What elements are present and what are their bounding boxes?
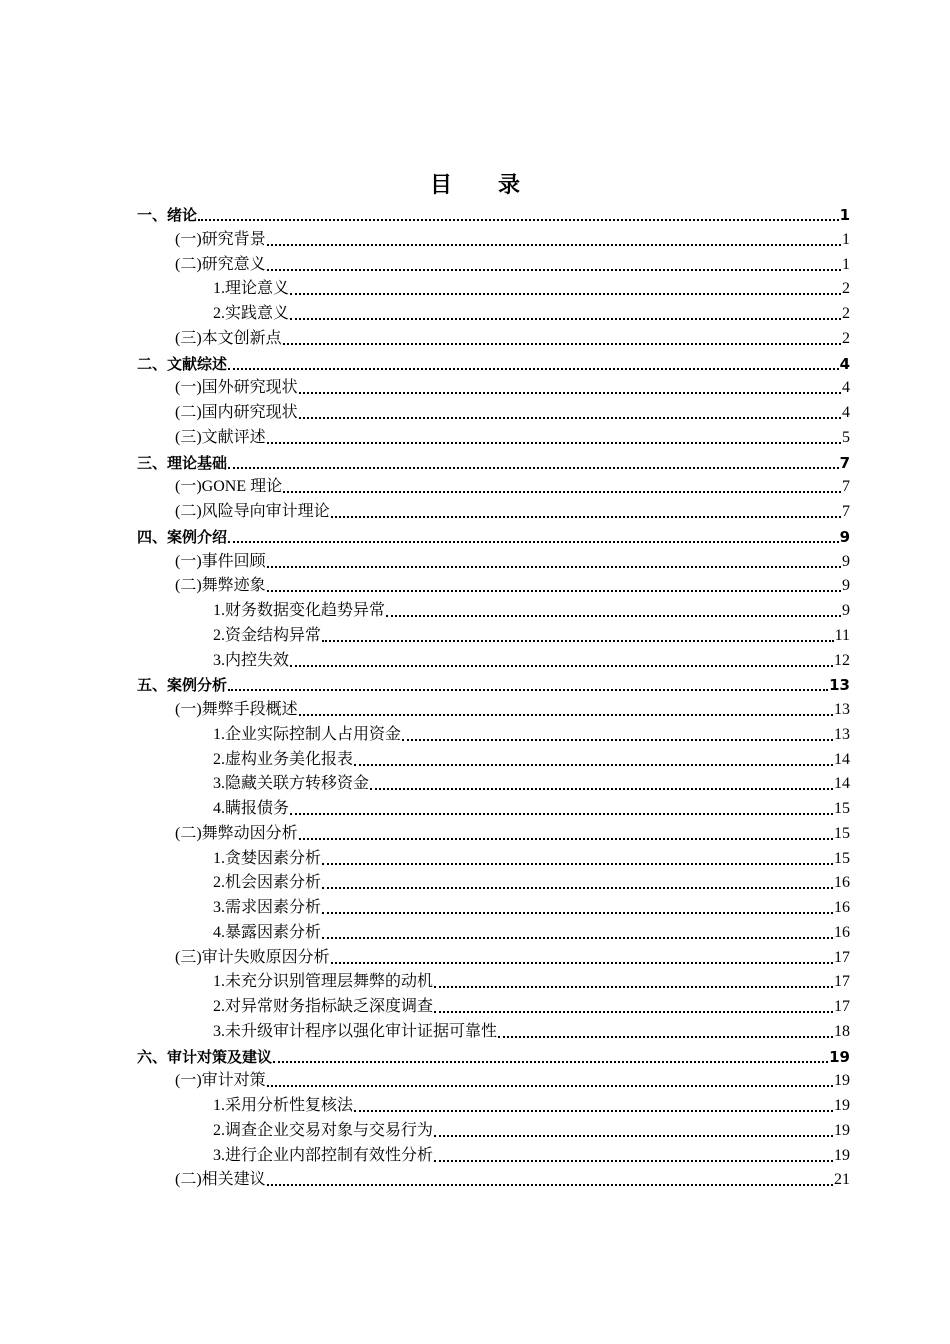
toc-entry-page-number: 12 (834, 651, 850, 669)
toc-entry[interactable] (213, 300, 850, 324)
toc-entry-label: 2.机会因素分析 (213, 874, 322, 892)
toc-entry[interactable] (175, 498, 850, 522)
toc-entry-page-number: 14 (834, 775, 850, 793)
toc-entry-label: (三)审计失败原因分析 (175, 948, 330, 966)
toc-entry-page-number: 15 (834, 849, 850, 867)
toc-entry-page-number: 9 (842, 602, 850, 619)
dot-leader (386, 614, 841, 617)
toc-entry[interactable] (213, 1142, 850, 1166)
toc-entry-page-number: 19 (834, 1146, 850, 1164)
toc-entry-page-number: 4 (842, 404, 850, 421)
toc-entry-label: 1.财务数据变化趋势异常 (213, 602, 386, 619)
toc-entry-label: 3.未升级审计程序以强化审计证据可靠性 (213, 1022, 498, 1040)
toc-entry-label: 3.内控失效 (213, 651, 290, 669)
toc-entry-page-number: 16 (834, 923, 850, 941)
toc-entry-page-number: 9 (839, 527, 850, 546)
toc-entry[interactable] (175, 374, 850, 398)
dot-leader (322, 911, 833, 914)
dot-leader (267, 589, 841, 592)
toc-title-part2: 录 (498, 173, 521, 198)
toc-entry-page-number: 4 (842, 379, 850, 397)
toc-entry-page-number: 1 (839, 206, 850, 224)
toc-entry-label: (一)国外研究现状 (175, 379, 298, 397)
toc-entry-page-number: 14 (834, 750, 850, 768)
toc-title-part1: 目 (429, 173, 452, 198)
toc-entry[interactable] (213, 894, 850, 918)
toc-entry-label: (一)事件回顾 (175, 552, 266, 570)
toc-entry-page-number: 2 (842, 280, 850, 298)
toc-entry-label: (一)舞弊手段概述 (175, 701, 298, 718)
toc-entry[interactable] (175, 325, 850, 349)
toc-entry-label: (二)舞弊动因分析 (175, 824, 298, 842)
dot-leader (434, 1134, 833, 1137)
dot-leader (322, 862, 833, 865)
dot-leader (290, 292, 841, 295)
toc-entry-label: 四、案例介绍 (137, 527, 228, 546)
dot-leader (299, 837, 833, 840)
dot-leader (228, 540, 839, 543)
toc-entry-label: 2.实践意义 (213, 305, 290, 322)
toc-entry[interactable] (137, 350, 850, 374)
toc-entry-page-number: 13 (834, 701, 850, 718)
toc-entry-label: 1.贪婪因素分析 (213, 849, 322, 867)
toc-title (0, 168, 950, 199)
toc-entry-label: (二)国内研究现状 (175, 404, 298, 421)
toc-entry-page-number: 2 (842, 305, 850, 322)
toc-entry-page-number: 15 (834, 800, 850, 817)
dot-leader (434, 1159, 833, 1162)
toc-entry-label: (三)文献评述 (175, 428, 266, 446)
dot-leader (267, 268, 841, 271)
toc-entry[interactable] (175, 572, 850, 596)
toc-entry-label: 3.进行企业内部控制有效性分析 (213, 1146, 434, 1164)
toc-entry[interactable] (213, 1092, 850, 1116)
toc-entry[interactable] (175, 251, 850, 275)
toc-entry[interactable] (175, 696, 850, 720)
toc-entry[interactable] (213, 919, 850, 943)
toc-entry-label: (一)研究背景 (175, 230, 266, 248)
toc-entry[interactable] (213, 647, 850, 671)
toc-entry-label: (二)舞弊迹象 (175, 577, 266, 595)
toc-entry-page-number: 1 (842, 230, 850, 248)
toc-entry-label: (二)风险导向审计理论 (175, 503, 330, 520)
dot-leader (299, 416, 841, 419)
dot-leader (228, 688, 828, 691)
toc-entry-label: (二)研究意义 (175, 255, 266, 273)
toc-entry[interactable] (213, 622, 850, 646)
toc-entry-page-number: 9 (842, 577, 850, 595)
toc-entry-page-number: 17 (834, 998, 850, 1015)
toc-entry-page-number: 13 (834, 725, 850, 743)
toc-entry[interactable] (213, 770, 850, 794)
toc-entry-page-number: 19 (834, 1121, 850, 1139)
toc-entry[interactable] (175, 473, 850, 497)
toc-entry-label: 1.企业实际控制人占用资金 (213, 725, 402, 743)
dot-leader (228, 367, 839, 370)
dot-leader (322, 936, 833, 939)
toc-entry-label: 1.未充分识别管理层舞弊的动机 (213, 973, 434, 991)
toc-entry-label: 1.采用分析性复核法 (213, 1097, 354, 1114)
toc-entry[interactable] (137, 671, 850, 695)
toc-entry-page-number: 18 (834, 1022, 850, 1040)
toc-entry[interactable] (213, 597, 850, 621)
toc-entry-page-number: 9 (842, 552, 850, 570)
toc-entry-page-number: 2 (842, 329, 850, 347)
dot-leader (290, 317, 841, 320)
toc-entry-page-number: 1 (842, 255, 850, 273)
toc-entry[interactable] (213, 1018, 850, 1042)
dot-leader (267, 441, 841, 444)
dot-leader (267, 1084, 833, 1087)
dot-leader (228, 466, 839, 469)
toc-entry[interactable] (213, 795, 850, 819)
toc-entry[interactable] (137, 201, 850, 225)
dot-leader (434, 1010, 833, 1013)
toc-entry[interactable] (175, 548, 850, 572)
dot-leader (267, 243, 841, 246)
dot-leader (283, 490, 841, 493)
dot-leader (267, 565, 841, 568)
toc-entry[interactable] (175, 1166, 850, 1190)
toc-entry-page-number: 11 (834, 626, 850, 644)
toc-entry-page-number: 17 (834, 973, 850, 991)
toc-entry[interactable] (213, 1117, 850, 1141)
toc-entry-label: 1.理论意义 (213, 280, 290, 298)
dot-leader (354, 763, 833, 766)
toc-entry-page-number: 16 (834, 874, 850, 892)
toc-entry[interactable] (137, 1043, 850, 1067)
toc-entry[interactable] (175, 226, 850, 250)
dot-leader (283, 342, 841, 345)
toc-entry-page-number: 15 (834, 824, 850, 842)
dot-leader (331, 515, 841, 518)
toc-entry-label: 2.调查企业交易对象与交易行为 (213, 1121, 434, 1139)
toc-entry-label: (二)相关建议 (175, 1171, 266, 1189)
toc-entry-label: 六、审计对策及建议 (137, 1047, 273, 1066)
dot-leader (322, 886, 833, 889)
dot-leader (331, 961, 833, 964)
toc-entry[interactable] (137, 523, 850, 547)
dot-leader (402, 738, 833, 741)
dot-leader (498, 1035, 833, 1038)
toc-entry[interactable] (213, 869, 850, 893)
dot-leader (434, 985, 833, 988)
toc-entry-page-number: 13 (829, 676, 850, 695)
toc-entry-label: 2.对异常财务指标缺乏深度调查 (213, 998, 434, 1015)
toc-entry-label: 3.隐藏关联方转移资金 (213, 775, 370, 793)
toc-entry-page-number: 5 (842, 428, 850, 446)
toc-entry-page-number: 16 (834, 899, 850, 916)
dot-leader (299, 391, 841, 394)
dot-leader (322, 639, 834, 642)
toc-entry-page-number: 19 (834, 1097, 850, 1114)
toc-entry[interactable] (175, 1067, 850, 1091)
dot-leader (290, 812, 833, 815)
toc-entry[interactable] (175, 399, 850, 423)
toc-entry-label: (一)审计对策 (175, 1072, 266, 1090)
toc-entry-label: 2.虚构业务美化报表 (213, 750, 354, 768)
toc-entry-label: 4.暴露因素分析 (213, 923, 322, 941)
dot-leader (290, 664, 833, 667)
dot-leader (299, 713, 833, 716)
toc-entry-label: 2.资金结构异常 (213, 626, 322, 644)
toc-entry[interactable] (213, 968, 850, 992)
toc-entry[interactable] (175, 944, 850, 968)
toc-entry-label: 4.瞒报债务 (213, 800, 290, 817)
toc-entry-page-number: 19 (829, 1047, 850, 1066)
toc-entry[interactable] (137, 449, 850, 473)
toc-entry[interactable] (213, 845, 850, 869)
toc-entry-label: (三)本文创新点 (175, 329, 282, 347)
toc-entry-label: 三、理论基础 (137, 453, 228, 472)
toc-entry[interactable] (213, 746, 850, 770)
toc-entry-page-number: 21 (834, 1171, 850, 1189)
dot-leader (354, 1109, 833, 1112)
dot-leader (370, 787, 833, 790)
toc-entry-page-number: 17 (834, 948, 850, 966)
toc-entry[interactable] (175, 424, 850, 448)
toc-entry-page-number: 4 (839, 354, 850, 373)
dot-leader (273, 1060, 828, 1063)
toc-entry[interactable] (213, 721, 850, 745)
toc-entry-label: 二、文献综述 (137, 354, 228, 373)
toc-entry-label: (一)GONE 理论 (175, 478, 283, 496)
toc-entry-page-number: 7 (842, 478, 850, 496)
toc-entry-label: 五、案例分析 (137, 676, 228, 695)
toc-entry-label: 3.需求因素分析 (213, 899, 322, 916)
toc-entry[interactable] (213, 993, 850, 1017)
toc-entry-page-number: 7 (839, 453, 850, 472)
toc-entry[interactable] (175, 820, 850, 844)
toc-entry-label: 一、绪论 (137, 206, 198, 224)
dot-leader (267, 1183, 833, 1186)
toc-entry-page-number: 7 (842, 503, 850, 520)
toc-entry[interactable] (213, 275, 850, 299)
dot-leader (198, 218, 839, 221)
toc-entry-page-number: 19 (834, 1072, 850, 1090)
